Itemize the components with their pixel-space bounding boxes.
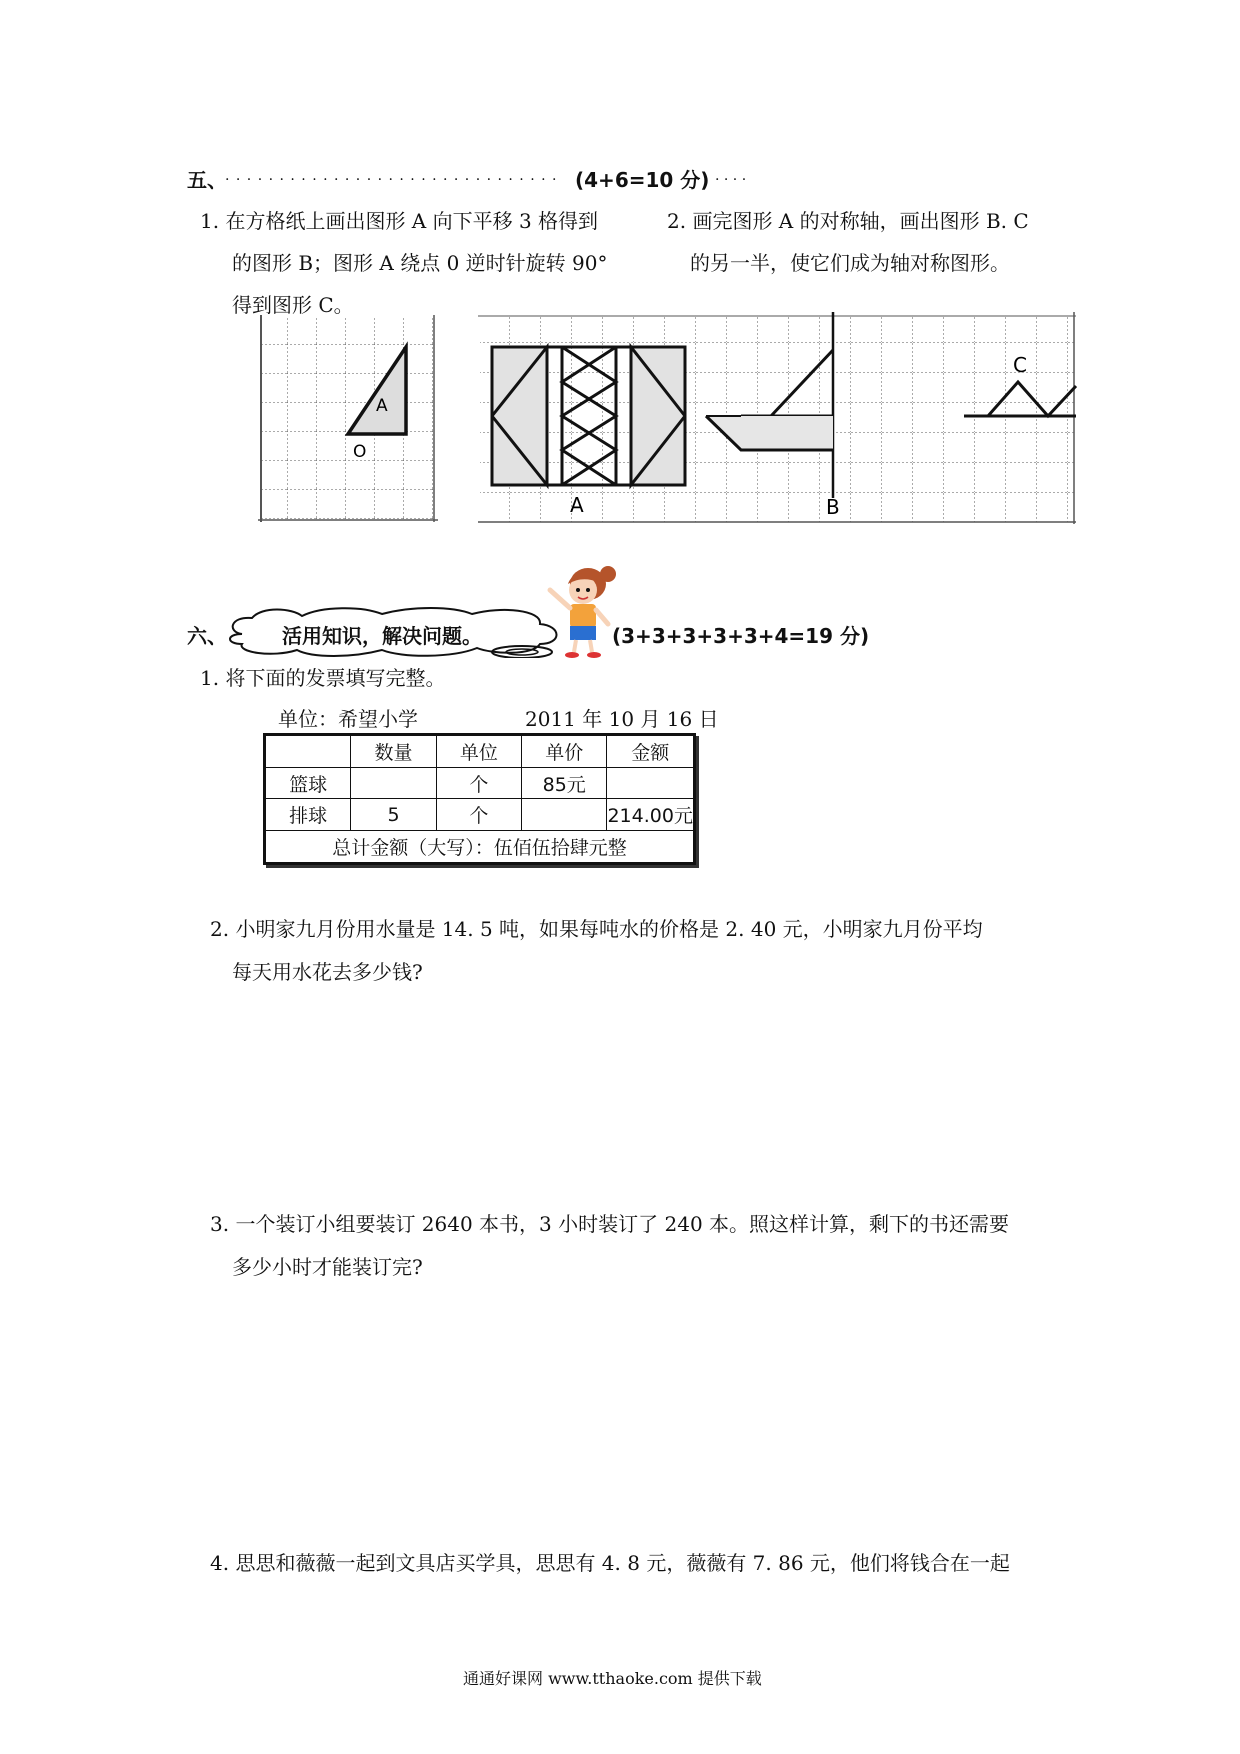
invoice-row (265, 799, 695, 831)
q6-1: 1. 将下面的发票填写完整。 (200, 666, 446, 690)
section5-score: (4+6=10 分) (575, 168, 710, 192)
label-a2: A (570, 493, 584, 517)
q5-1-line3: 得到图形 C。 (232, 293, 354, 317)
invoice-header-row (265, 735, 695, 768)
invoice-cell: 214.00元 (607, 799, 695, 831)
section5-dots: . . . . . . . . . . . . . . . . . . . . . . . . . . . . . . . (225, 168, 558, 184)
invoice-cell: 个 (436, 767, 521, 799)
q6-4-line1: 4. 思思和薇薇一起到文具店买学具，思思有 4. 8 元，薇薇有 7. 86 元，他们将钱合在一起 (210, 1551, 1010, 1575)
grid-paper-2 (478, 312, 1078, 526)
invoice-row (265, 767, 695, 799)
invoice-table (263, 733, 696, 865)
section6-score: (3+3+3+3+3+4=19 分) (612, 624, 870, 648)
cartoon-girl-icon (528, 560, 620, 660)
section6-heading: 六、 (187, 624, 227, 648)
header-cell (265, 735, 351, 768)
invoice-cell: 个 (436, 799, 521, 831)
header-cell: 金额 (607, 735, 695, 768)
header-cell: 单价 (521, 735, 606, 768)
invoice-cell-blank[interactable] (607, 767, 695, 799)
invoice-cell: 排球 (265, 799, 351, 831)
label-o: O (353, 442, 367, 462)
label-b: B (826, 495, 840, 519)
label-c: C (1013, 353, 1027, 377)
invoice-cell-blank[interactable] (351, 767, 436, 799)
q6-3-line2: 多少小时才能装订完? (232, 1255, 423, 1279)
q6-2-line2: 每天用水花去多少钱? (232, 960, 423, 984)
invoice-cell-blank[interactable] (521, 799, 606, 831)
q6-2-line1: 2. 小明家九月份用水量是 14. 5 吨，如果每吨水的价格是 2. 40 元，小明家九月份平均 (210, 917, 983, 941)
section5-tail-dots: . . . . (715, 168, 747, 184)
invoice-date: 2011 年 10 月 16 日 (525, 707, 719, 731)
q5-1-line1: 1. 在方格纸上画出图形 A 向下平移 3 格得到 (200, 209, 599, 233)
section5-heading: 五、 (187, 168, 227, 192)
invoice-total-row (265, 831, 695, 864)
q5-1-line2: 的图形 B；图形 A 绕点 0 逆时针旋转 90° (232, 251, 608, 275)
q5-2-line1: 2. 画完图形 A 的对称轴，画出图形 B. C (667, 209, 1029, 233)
header-cell: 数量 (351, 735, 436, 768)
grid-paper-1 (258, 315, 438, 522)
invoice-cell: 85元 (521, 767, 606, 799)
cloud-text: 活用知识，解决问题。 (282, 624, 482, 648)
label-a: A (376, 396, 388, 416)
invoice-cell: 篮球 (265, 767, 351, 799)
header-cell: 单位 (436, 735, 521, 768)
q6-3-line1: 3. 一个装订小组要装订 2640 本书，3 小时装订了 240 本。照这样计算，剩下的书还需要 (210, 1212, 1010, 1236)
q5-2-line2: 的另一半，使它们成为轴对称图形。 (690, 251, 1010, 275)
footer-credit: 通通好课网 www.tthaoke.com 提供下载 (463, 1669, 762, 1688)
invoice-unit: 单位：希望小学 (278, 707, 418, 731)
invoice-cell: 5 (351, 799, 436, 831)
invoice-total: 总计金额（大写）：伍佰伍拾肆元整 (265, 831, 695, 864)
